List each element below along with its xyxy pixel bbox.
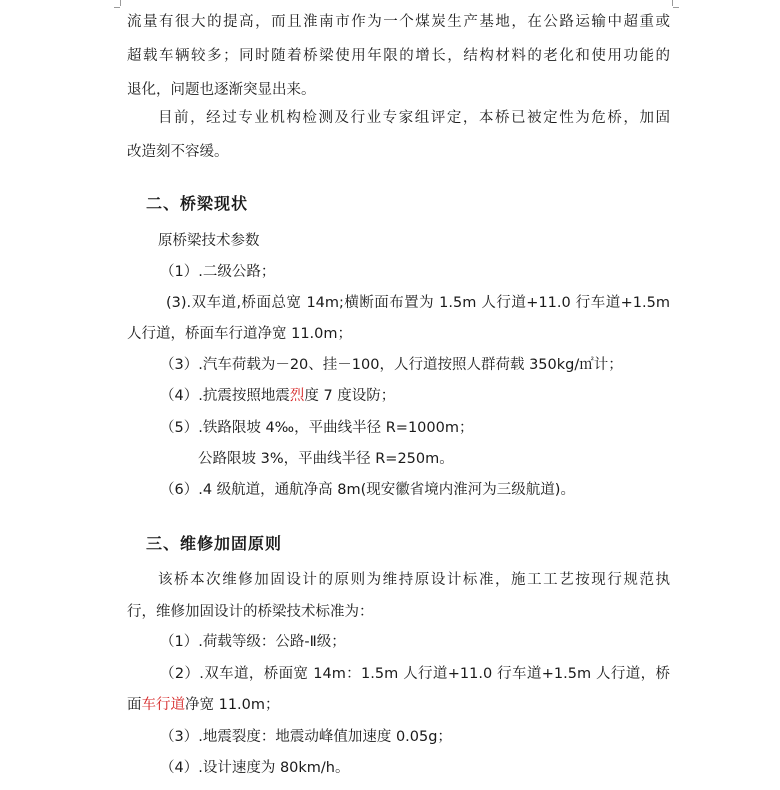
p1-line1: 流量有很大的提高，而且淮南市作为一个煤炭生产基地，在公路运输中超重或 [127, 14, 670, 30]
section2-intro: 原桥梁技术参数 [158, 233, 260, 249]
section3-intro-line2: 行，维修加固设计的桥梁技术标准为： [127, 604, 374, 620]
section3-intro-line1: 该桥本次维修加固设计的原则为维持原设计标准，施工工艺按现行规范执 [158, 572, 670, 588]
section3-heading: 三、维修加固原则 [146, 534, 283, 553]
section2-item2-line2: 人行道，桥面车行道净宽 11.0m； [127, 326, 353, 342]
section3-item2-pre: 面 [127, 697, 142, 713]
section3-item4: （4）.设计速度为 80km/h。 [160, 760, 350, 776]
section3-item3: （3）.地震裂度：地震动峰值加速度 0.05g； [160, 729, 452, 745]
p1-line2: 超载车辆较多；同时随着桥梁使用年限的增长，结构材料的老化和使用功能的 [127, 48, 670, 64]
p2-line1: 目前，经过专业机构检测及行业专家组评定，本桥已被定性为危桥，加固 [158, 110, 670, 126]
section2-item4 [160, 386, 395, 406]
section2-item2-line1: (3).双车道,桥面总宽 14m;横断面布置为 1.5m 人行道+11.0 行车道+1.5m [166, 295, 670, 311]
section2-item5-line1: （5）.铁路限坡 4‰，平曲线半径 R=1000m； [160, 420, 474, 436]
section2-item6: （6）.4 级航道，通航净高 8m(现安徽省境内淮河为三级航道)。 [160, 482, 575, 498]
section3-item2-line2 [127, 695, 280, 715]
section2-item4-post: 度 7 度设防； [304, 388, 396, 404]
section3-item2-line1: （2）.双车道，桥面宽 14m：1.5m 人行道+11.0 行车道+1.5m 人行道，桥 [160, 666, 670, 682]
section2-item4-highlight: 烈 [289, 388, 305, 404]
section2-item5-line2: 公路限坡 3%，平曲线半径 R=250m。 [198, 451, 454, 467]
section2-item4-pre: （4）.抗震按照地震 [160, 388, 290, 404]
section3-item1: （1）.荷载等级：公路-Ⅱ级； [160, 634, 346, 650]
section2-item3: （3）.汽车荷载为－20、挂－100，人行道按照人群荷载 350kg/㎡计； [160, 357, 623, 373]
section2-heading: 二、桥梁现状 [146, 194, 249, 213]
section3-item2-post: 净宽 11.0m； [185, 697, 280, 713]
section3-item2-highlight: 车行道 [141, 697, 185, 713]
p2-line2: 改造刻不容缓。 [127, 144, 229, 160]
section2-item1: （1）.二级公路； [160, 264, 276, 280]
p1-line3: 退化，问题也逐渐突显出来。 [127, 82, 316, 98]
